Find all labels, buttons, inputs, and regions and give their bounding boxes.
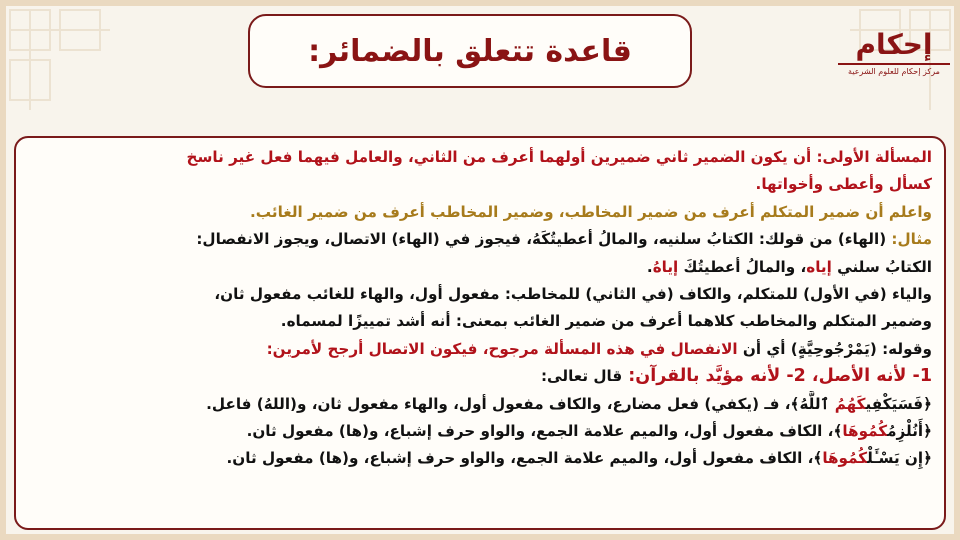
logo-divider (838, 63, 950, 65)
text-line (28, 199, 932, 226)
page-title: قاعدة تتعلق بالضمائر: (308, 33, 632, 69)
text-line (28, 254, 932, 281)
text-line (28, 144, 932, 171)
text-line (28, 171, 932, 198)
text-segment: ٱللَّهُ﴾، فـ (يكفي) فعل مضارع، والكاف مفعول أول، والهاء مفعول ثان، و(اللهُ) فاعل. (206, 394, 835, 413)
lesson-content (14, 136, 946, 530)
text-segment: كُمُوهَا (842, 422, 888, 441)
text-segment: ، والمالُ أعطيتُكَ (678, 257, 807, 276)
title-box (248, 14, 692, 88)
text-segment: المسألة الأولى: أن يكون الضمير ثاني ضميرين أولهما أعرف من الثاني، والعامل فيهما فعل غير ناسخ (186, 148, 932, 166)
text-segment: الكتابُ سلني (831, 257, 932, 276)
text-segment: وضمير المتكلم والمخاطب كلاهما أعرف من ضمير الغائب بمعنى: أنه أشد تمييزًا لمسماه. (280, 312, 932, 331)
text-segment: مثال: (886, 230, 932, 249)
text-segment: إياهُ (652, 257, 679, 276)
text-segment: كسأل وأعطى وأخواتها. (755, 175, 932, 194)
text-segment: كَهُمُ (834, 394, 866, 413)
text-line (28, 445, 932, 472)
text-segment: 1- لأنه الأصل، 2- لأنه مؤيَّد بالقرآن: (622, 366, 932, 387)
text-segment: وقوله: (يَمْرْجُوحِيَّةٍ) أي أن (737, 339, 932, 358)
text-line (28, 336, 932, 363)
text-line (28, 363, 932, 390)
text-line (28, 308, 932, 335)
text-segment: إياه (806, 257, 832, 276)
text-segment: ﴾، الكاف مفعول أول، والميم علامة الجمع، والواو حرف إشباع، و(ها) مفعول ثان. (226, 449, 823, 468)
text-segment: قال تعالى: (540, 367, 623, 386)
text-segment: ﴿فَسَيَكْفِي (865, 394, 932, 413)
text-segment: (الهاء) من قولك: الكتابُ سلنيه، والمالُ أعطيتُكَهُ، فيجوز في (الهاء) الاتصال، ويجوز الانفصال: (196, 230, 887, 249)
text-segment: الانفصال في هذه المسألة مرجوح، فيكون الاتصال أرجح لأمرين: (266, 339, 738, 358)
text-segment: ﴿أَنُلْزِمُ (887, 422, 932, 441)
text-segment: كُمُوهَا (822, 449, 868, 468)
text-segment: . (646, 257, 653, 276)
text-line (28, 281, 932, 308)
logo (838, 28, 950, 96)
corner-ornament-top-left (0, 0, 120, 120)
text-line (28, 226, 932, 253)
text-segment: واعلم أن ضمير المتكلم أعرف من ضمير المخاطب، وضمير المخاطب أعرف من ضمير الغائب. (250, 202, 932, 221)
text-segment: والياء (في الأول) للمتكلم، والكاف (في الثاني) للمخاطب: مفعول أول، والهاء للغائب مفعول ثان، (214, 285, 932, 304)
text-line (28, 418, 932, 445)
text-segment: ﴾، الكاف مفعول أول، والميم علامة الجمع، والواو حرف إشباع، و(ها) مفعول ثان. (246, 422, 843, 441)
text-line (28, 391, 932, 418)
logo-subtitle: مركز إحكام للعلوم الشرعية (848, 67, 940, 76)
text-segment: ﴿إِن يَسْـَٔلْ (867, 449, 932, 468)
logo-mark: إحكام (855, 28, 933, 61)
